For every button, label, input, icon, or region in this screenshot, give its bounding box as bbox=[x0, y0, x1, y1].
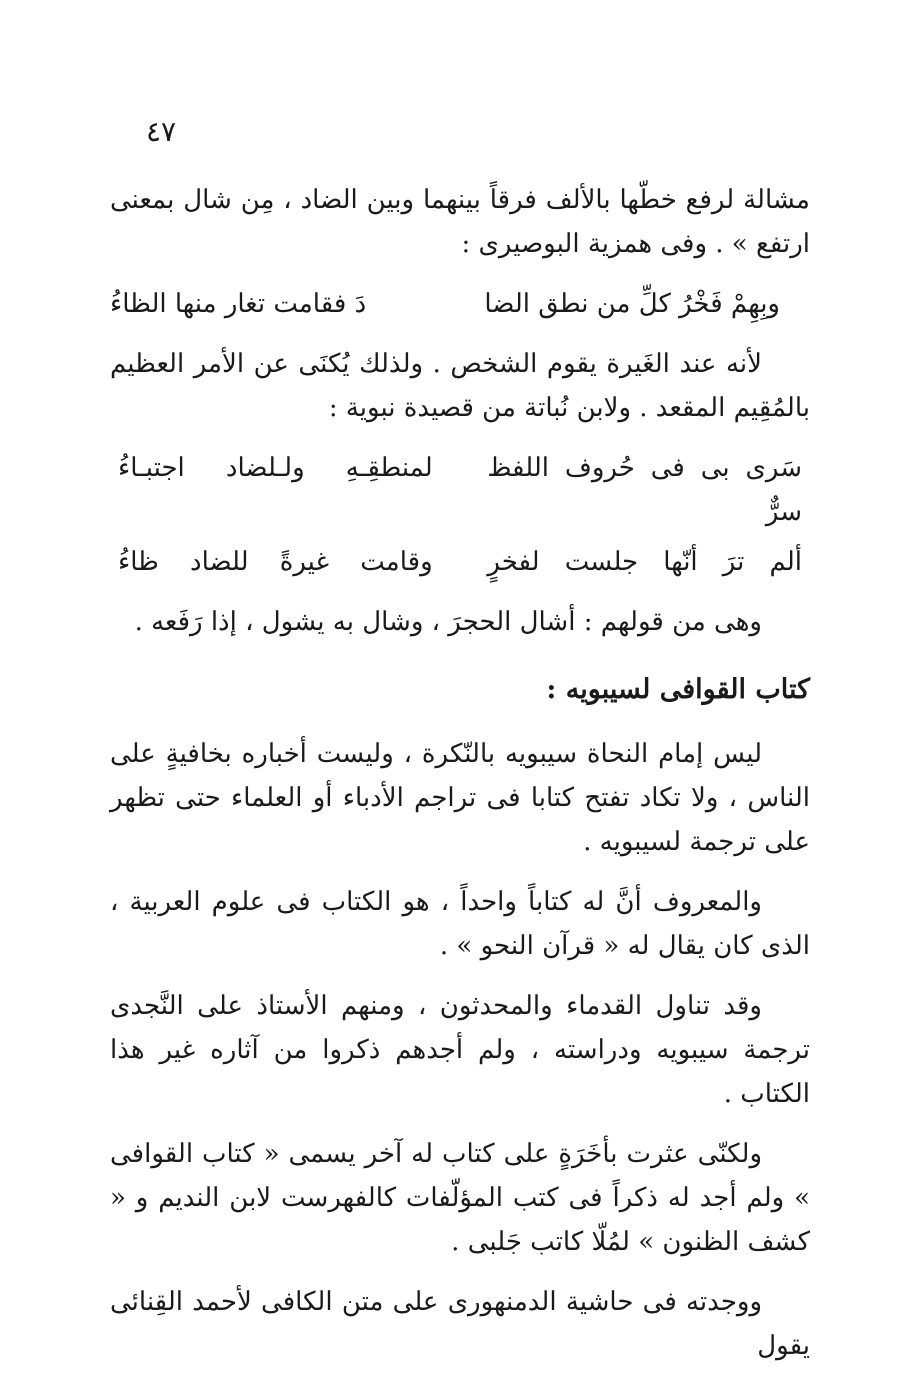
page-number: ٤٧ bbox=[146, 115, 177, 148]
verse-first-hemistich: وبِهِمْ فَخْرُ كلِّ من نطق الضا bbox=[484, 289, 780, 319]
verse-line bbox=[110, 446, 810, 534]
verse-second-hemistich: لمنطقِـهِ ولـلضاد اجتبـاءُ bbox=[118, 453, 433, 483]
paragraph: مشالة لرفع خطّها بالألف فرقاً بينهما وبين الضاد ، مِن شال بمعنى ارتفع » . وفى همزية البوصيرى : bbox=[110, 185, 810, 259]
page-body bbox=[110, 178, 810, 1384]
verse-second-hemistich: دَ فقامت تغار منها الظاءُ bbox=[110, 289, 367, 319]
paragraph: وقد تناول القدماء والمحدثون ، ومنهم الأستاذ على النَّجدى ترجمة سيبويه ودراسته ، ولم أجدهم ذكروا من آثاره غير هذا الكتاب . bbox=[110, 991, 810, 1109]
verse-group bbox=[110, 446, 810, 584]
paragraph: والمعروف أنَّ له كتاباً واحداً ، هو الكتاب فى علوم العربية ، الذى كان يقال له « قرآن النحو » . bbox=[110, 887, 810, 961]
paragraph: ولكنّى عثرت بأخَرَةٍ على كتاب له آخر يسمى « كتاب القوافى » ولم أجد له ذكراً فى كتب المؤلّفات كالفهرست لابن النديم و « كشف الظنون » لمُلّا كاتب جَلبى . bbox=[110, 1139, 810, 1257]
paragraph: لأنه عند الغَيرة يقوم الشخص . ولذلك يُكنَى عن الأمر العظيم بالمُقِيم المقعد . ولابن نُباتة من قصيدة نبوية : bbox=[110, 349, 810, 423]
verse-second-hemistich: وقامت غيرةً للضاد ظاءُ bbox=[118, 547, 433, 577]
verse-group bbox=[110, 282, 810, 326]
verse-first-hemistich: سَرى بى فى حُروف اللفظ سرٌّ bbox=[487, 453, 802, 527]
section-heading: كتاب القوافى لسيبويه : bbox=[546, 674, 810, 705]
verse-line bbox=[110, 282, 810, 326]
paragraph: وهى من قولهم : أشال الحجرَ ، وشال به يشول ، إذا رَفَعه . bbox=[134, 607, 762, 637]
paragraph: ليس إمام النحاة سيبويه بالنّكرة ، وليست أخباره بخافيةٍ على الناس ، ولا تكاد تفتح كتابا فى تراجم الأدباء أو العلماء حتى تظهر على ترجمة لسيبويه . bbox=[110, 739, 810, 857]
verse-line bbox=[110, 540, 810, 584]
verse-first-hemistich: ألم ترَ أنّها جلست لفخرٍ bbox=[487, 547, 802, 577]
paragraph: ووجدته فى حاشية الدمنهورى على متن الكافى لأحمد القِنائى يقول bbox=[110, 1287, 810, 1361]
